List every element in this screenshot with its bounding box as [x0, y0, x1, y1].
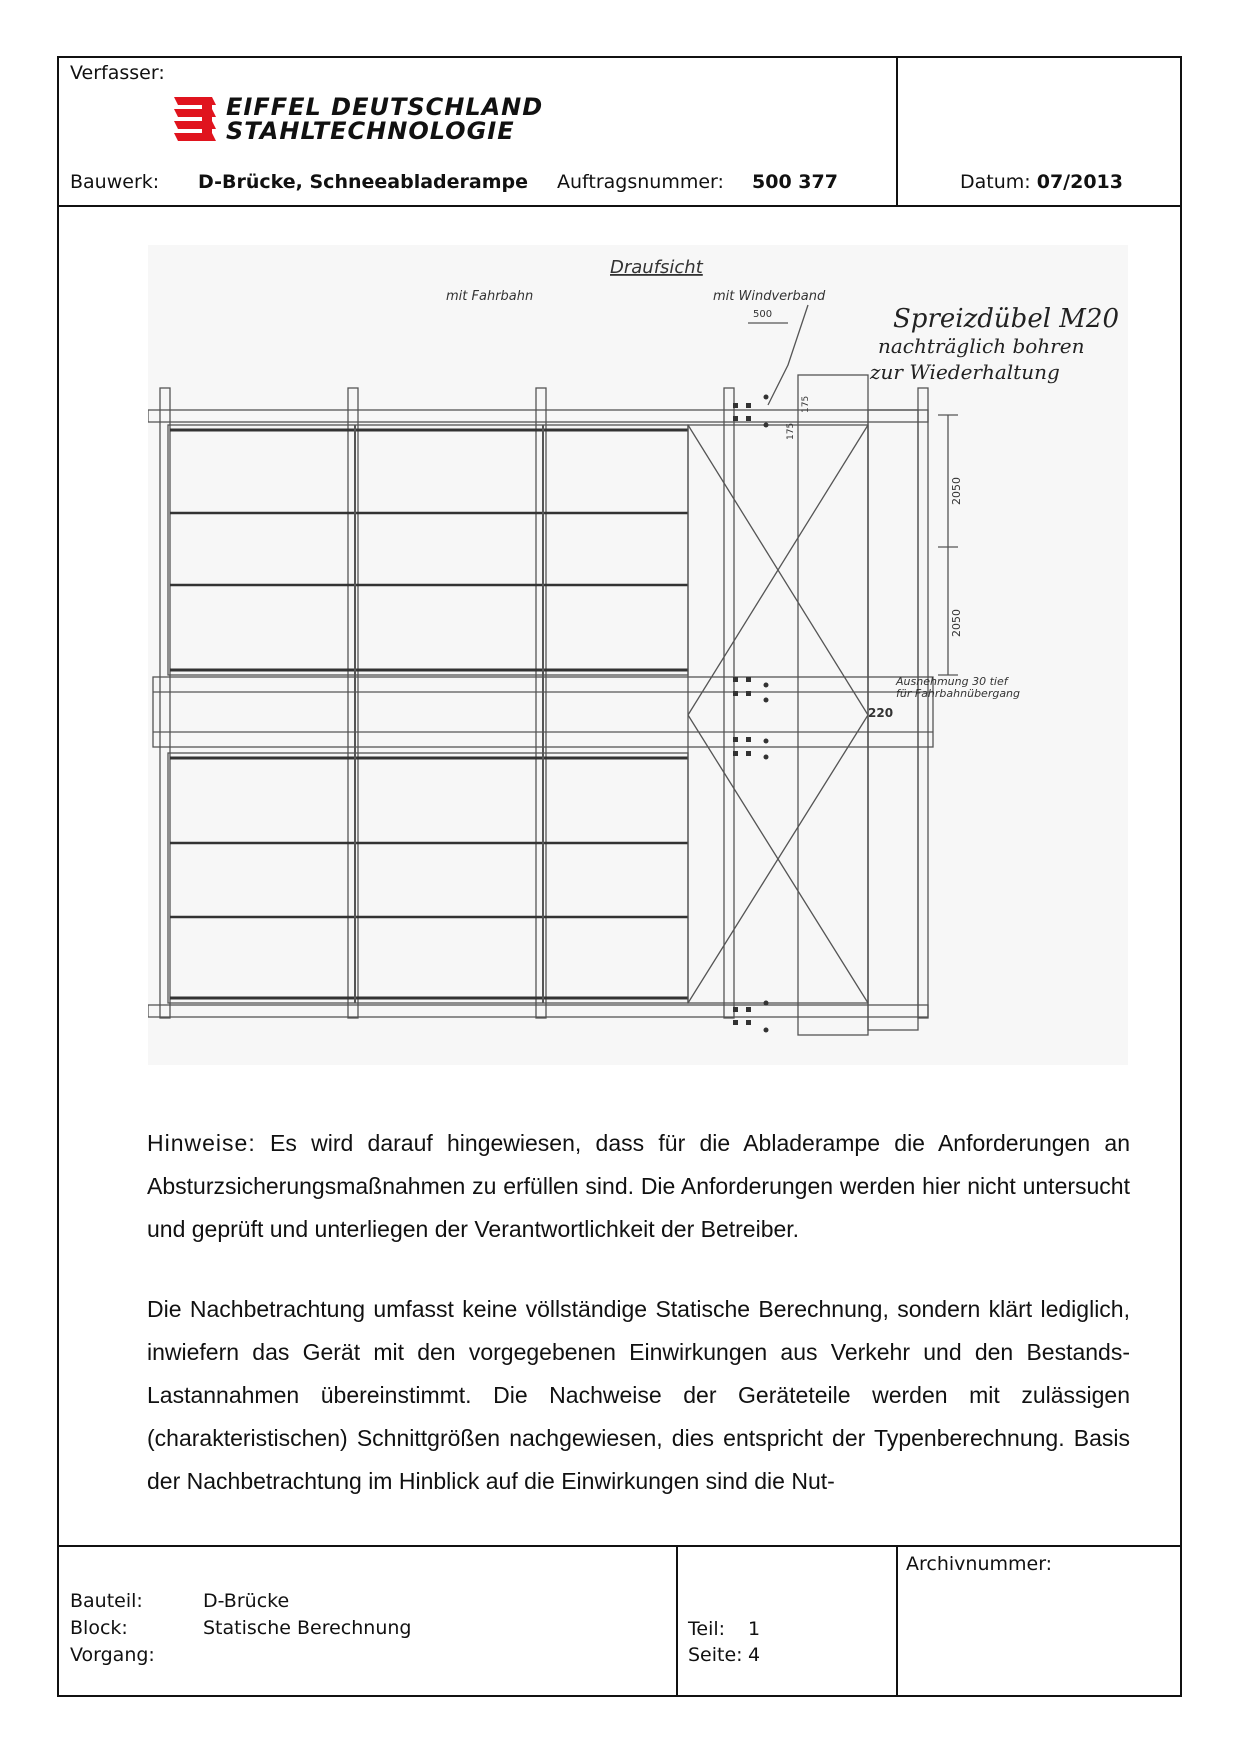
dowel-note-line1: Spreizdübel M20 [893, 304, 1119, 334]
dim-500: 500 [753, 309, 773, 320]
block-label: Block: [70, 1617, 128, 1639]
block-value: Statische Berechnung [203, 1617, 412, 1639]
dowel-note-line3: zur Wiederhaltung [870, 360, 1060, 384]
dim-220: 220 [868, 706, 894, 720]
company-name-line2: STAHLTECHNOLOGIE [226, 117, 515, 145]
body-paragraph-2: Die Nachbetrachtung umfasst keine völlständige Statische Berechnung, sondern klärt lediglich, inwiefern das Gerät mit den vorgegebenen Einwirkungen aus Verkehr und den Bestands-Lastannahmen übereinstimmt. Die Nachweise der Geräteteile werden mit zulässigen (charakteristischen) Schnittgrößen nachgewiesen, dies entspricht der Typenberechnung. Basis der Nachbetrachtung im Hinblick auf die Einwirkungen sind die Nut- [147, 1296, 1130, 1494]
footer-vertical-divider-1 [676, 1545, 678, 1697]
datum-value: 07/2013 [1036, 171, 1123, 193]
datum-field [960, 171, 1123, 193]
drawing-title: Draufsicht [610, 257, 703, 278]
dim-175b: 175 [801, 395, 811, 413]
vorgang-label: Vorgang: [70, 1644, 155, 1666]
seite-label: Seite: [688, 1644, 743, 1666]
plan-view-drawing [148, 245, 1128, 1065]
hinweise-text: Es wird darauf hingewiesen, dass für die Abladerampe die Anforderungen an Absturzsicherungsmaßnahmen zu erfüllen sind. Die Anforderungen werden hier nicht untersucht und geprüft und unterliegen der Verantwortlichkeit der Betreiber. [147, 1130, 1130, 1242]
drawing-label-right: mit Windverband [713, 289, 826, 304]
bauteil-value: D-Brücke [203, 1590, 290, 1612]
verfasser-label: Verfasser: [70, 62, 165, 84]
footer-divider [57, 1545, 1182, 1547]
hinweise-paragraph [147, 1122, 1130, 1251]
dim-175: 175 [786, 422, 796, 440]
recess-note-line2: für Fahrbahnübergang [896, 687, 1021, 700]
bauwerk-value: D-Brücke, Schneeabladerampe [198, 171, 528, 193]
bauwerk-label: Bauwerk: [70, 171, 160, 193]
header-vertical-divider [896, 56, 898, 207]
teil-label: Teil: [688, 1618, 726, 1640]
company-name-line1: EIFFEL DEUTSCHLAND [226, 93, 544, 121]
bauteil-label: Bauteil: [70, 1590, 143, 1612]
hinweise-label: Hinweise: [147, 1130, 256, 1156]
teil-value: 1 [748, 1618, 761, 1640]
company-logo [172, 93, 544, 145]
dim-2050-a: 2050 [950, 477, 963, 505]
dowel-note-line2: nachträglich bohren [878, 334, 1085, 358]
eiffel-logo-icon [172, 95, 218, 143]
footer-vertical-divider-2 [896, 1545, 898, 1697]
recess-note-line1: Ausnehmung 30 tief [896, 675, 1008, 688]
seite-value: 4 [748, 1644, 761, 1666]
auftragsnummer-value: 500 377 [752, 171, 838, 193]
auftragsnummer-label: Auftragsnummer: [557, 171, 724, 193]
datum-label: Datum: [960, 171, 1031, 193]
dim-2050-b: 2050 [950, 609, 963, 637]
archivnummer-label: Archivnummer: [906, 1553, 1053, 1575]
drawing-label-left: mit Fahrbahn [446, 289, 534, 304]
header-divider [57, 205, 1182, 207]
